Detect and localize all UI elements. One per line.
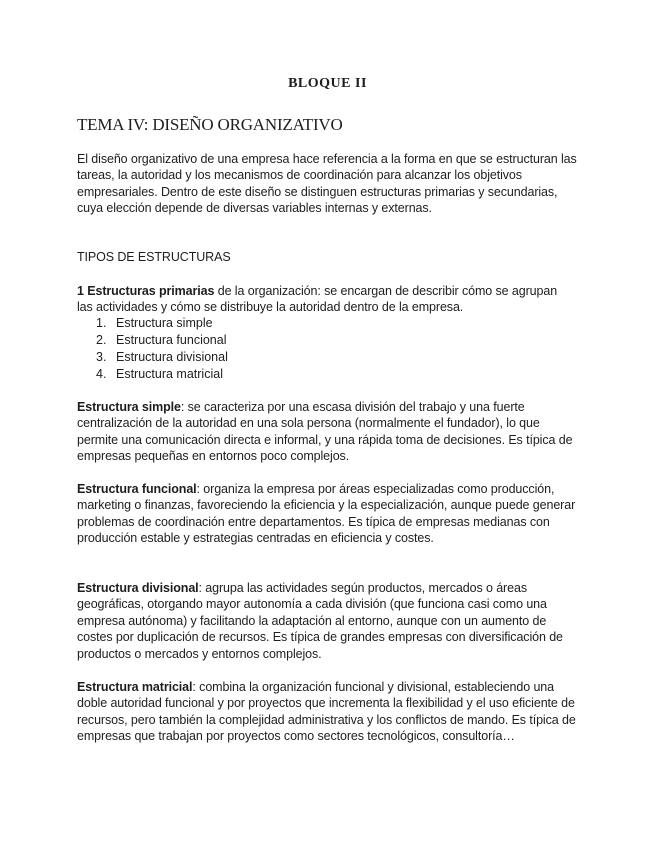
functional-structure-term: Estructura funcional [77,482,197,496]
simple-structure-term: Estructura simple [77,400,181,414]
list-item [96,315,228,332]
simple-structure-text: : se caracteriza por una escasa división del trabajo y una fuerte centralización de la autoridad en una sola persona (normalmente el fundador), lo que permite una comunicación directa e informal, y una rápida toma de decisiones. Es típica de empresas pequeñas en entornos poco complejos. [77,400,573,464]
primary-structures-text: de la organización: se encargan de describir cómo se agrupan las actividades y cómo se distribuye la autoridad dentro de la empresa. [77,284,558,315]
section-heading: TIPOS DE ESTRUCTURAS [77,250,231,264]
list-item-number: 4. [96,367,107,381]
divisional-structure-term: Estructura divisional [77,581,199,595]
list-item-label: Estructura matricial [116,367,223,381]
primary-structures-list [96,315,228,383]
matrix-structure-term: Estructura matricial [77,680,193,694]
block-title: BLOQUE II [288,76,367,91]
primary-structures-term: 1 Estructuras primarias [77,284,215,298]
topic-title: TEMA IV: DISEÑO ORGANIZATIVO [77,115,343,134]
list-item [96,349,228,366]
list-item-label: Estructura divisional [116,350,228,364]
divisional-structure-text: : agrupa las actividades según productos, mercados o áreas geográficas, otorgando mayor autonomía a cada división (que funciona casi como una empresa autónoma) y facilitando la adaptación al entorno, aunque con un aumento de costes por duplicación de recursos. Es típica de grandes empresas con diversificación de productos o mercados y entornos complejos. [77,581,563,661]
list-item [96,332,228,349]
intro-paragraph: El diseño organizativo de una empresa hace referencia a la forma en que se estructuran las tareas, la autoridad y los mecanismos de coordinación para alcanzar los objetivos empresariales. Dentro de este diseño se distinguen estructuras primarias y secundarias, cuya elección depende de diversas variables internas y externas. [77,152,577,216]
list-item-label: Estructura funcional [116,333,227,347]
list-item-label: Estructura simple [116,316,213,330]
matrix-structure-text: : combina la organización funcional y divisional, estableciendo una doble autoridad funcional y por proyectos que incrementa la flexibilidad y el uso eficiente de recursos, pero también la complejidad administrativa y los conflictos de mando. Es típica de empresas que trabajan por proyectos como sectores tecnológicos, consultoría… [77,680,576,744]
functional-structure-paragraph [77,481,577,547]
list-item [96,366,228,383]
list-item-number: 3. [96,350,107,364]
simple-structure-paragraph [77,399,582,465]
functional-structure-text: : organiza la empresa por áreas especializadas como producción, marketing o finanzas, favoreciendo la eficiencia y la especialización, aunque puede generar problemas de coordinación entre departamentos. Es típica de empresas medianas con producción estable y estrategias centradas en eficiencia y costes. [77,482,576,546]
primary-structures-paragraph [77,283,567,316]
list-item-number: 2. [96,333,107,347]
matrix-structure-paragraph [77,679,577,745]
divisional-structure-paragraph [77,580,569,662]
list-item-number: 1. [96,316,107,330]
